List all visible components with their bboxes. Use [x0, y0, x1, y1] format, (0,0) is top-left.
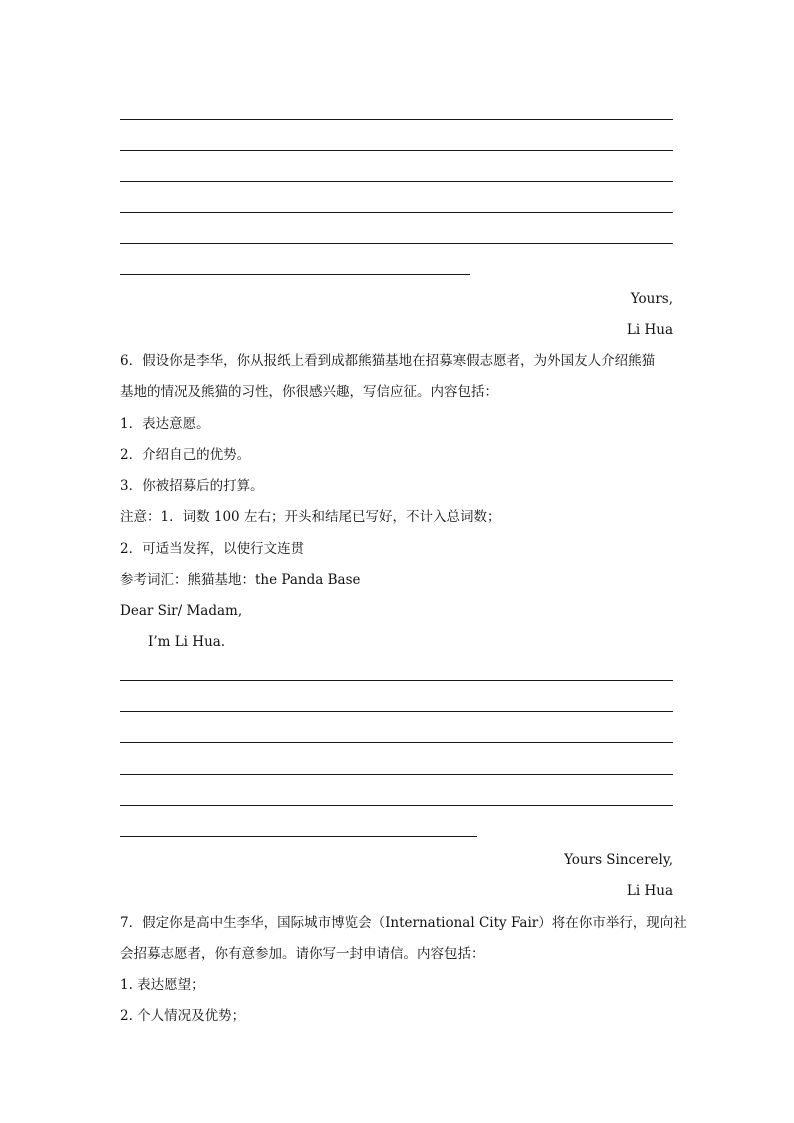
q6-answer-line-6 — [120, 836, 477, 837]
signature-li-hua: Li Hua — [626, 322, 673, 338]
q6-prompt-line-1: 6．假设你是李华，你从报纸上看到成都熊猫基地在招募寒假志愿者，为外国友人介绍熊猫 — [120, 353, 656, 369]
q6-item-2: 2．介绍自己的优势。 — [120, 447, 251, 463]
q6-answer-line-5 — [120, 805, 673, 806]
answer-line-2 — [120, 150, 673, 151]
q6-answer-line-1 — [120, 680, 673, 681]
q6-item-1: 1．表达意愿。 — [120, 416, 210, 432]
q6-answer-line-3 — [120, 742, 673, 743]
answer-line-3 — [120, 181, 673, 182]
answer-line-1 — [120, 119, 673, 120]
q6-answer-line-2 — [120, 711, 673, 712]
answer-line-4 — [120, 212, 673, 213]
q7-prompt-line-1: 7．假定你是高中生李华，国际城市博览会（International City Fair）将在你市举行，现向社 — [120, 915, 687, 931]
q6-vocab: 参考词汇：熊猫基地：the Panda Base — [120, 572, 361, 588]
q6-answer-line-4 — [120, 774, 673, 775]
answer-line-5 — [120, 243, 673, 244]
answer-line-6 — [120, 274, 470, 275]
q6-note-2: 2．可适当发挥，以使行文连贯 — [120, 541, 305, 557]
q7-prompt-line-2: 会招募志愿者，你有意参加。请你写一封申请信。内容包括： — [120, 946, 485, 962]
q6-item-3: 3．你被招募后的打算。 — [120, 478, 264, 494]
q6-opening: I’m Li Hua. — [148, 634, 226, 650]
q6-greeting: Dear Sir/ Madam, — [120, 603, 243, 619]
closing-yours: Yours, — [630, 291, 673, 307]
q6-prompt-line-2: 基地的情况及熊猫的习性，你很感兴趣，写信应征。内容包括： — [120, 384, 498, 400]
q6-note: 注意：1．词数 100 左右；开头和结尾已写好，不计入总词数； — [120, 509, 501, 525]
q6-signature: Li Hua — [626, 883, 673, 899]
q6-closing: Yours Sincerely, — [564, 852, 673, 868]
q7-item-1: 1. 表达愿望； — [120, 977, 205, 993]
q7-item-2: 2. 个人情况及优势； — [120, 1008, 246, 1024]
